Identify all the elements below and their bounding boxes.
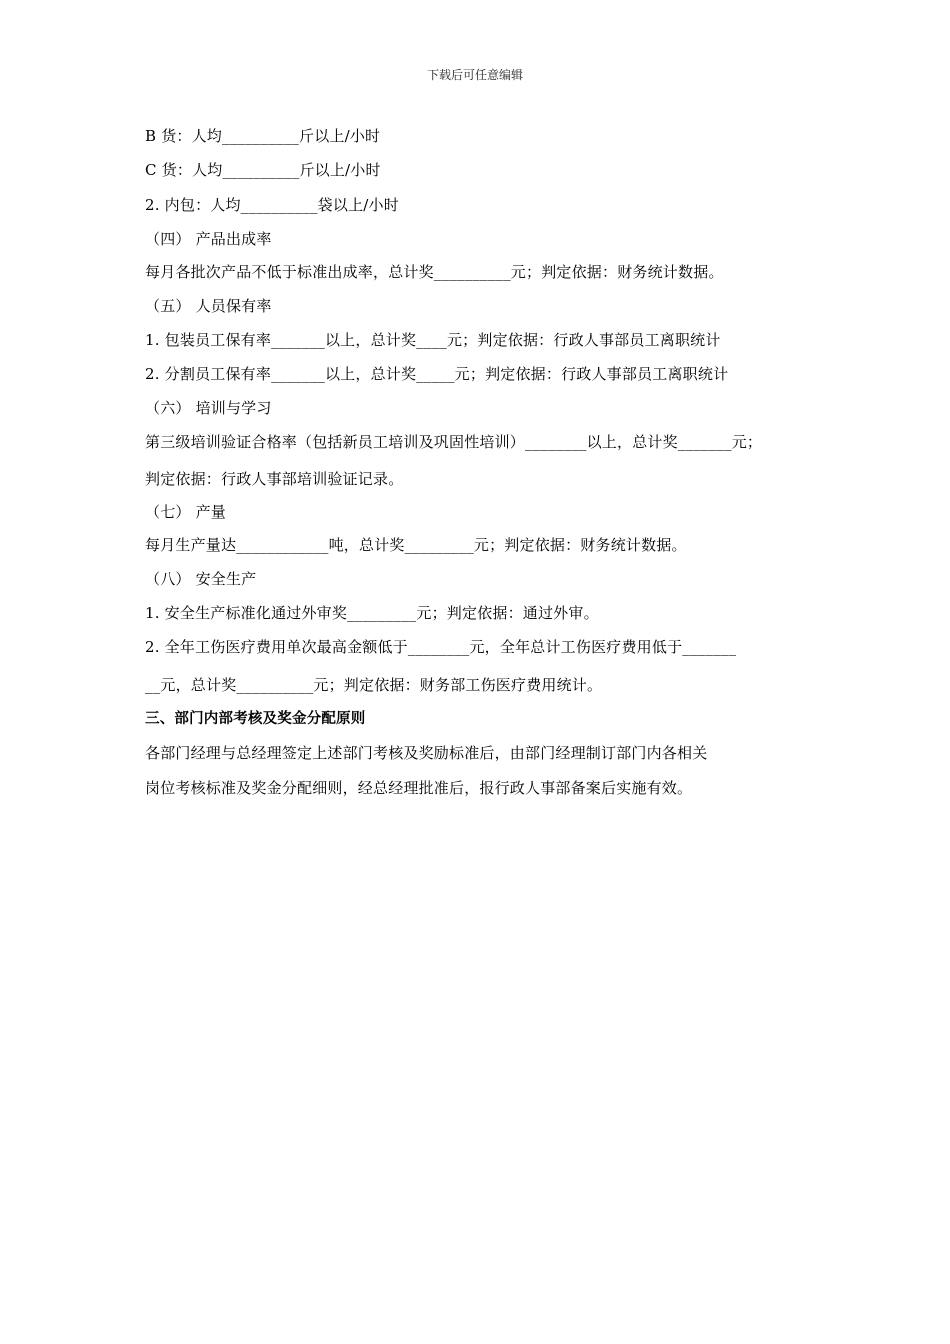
line-training-pass-rate: 第三级培训验证合格率（包括新员工培训及巩固性培训）________以上，总计奖_______元； <box>145 433 763 451</box>
paragraph-line-1: 各部门经理与总经理签定上述部门考核及奖励标准后，由部门经理制订部门内各相关 <box>145 744 708 762</box>
line-c-goods: C 货：人均__________斤以上/小时 <box>145 161 381 179</box>
section-7-title: （七） 产量 <box>145 503 226 521</box>
page-header-note: 下载后可任意编辑 <box>426 68 523 82</box>
section-4-title: （四） 产品出成率 <box>145 230 272 248</box>
line-b-goods: B 货：人均__________斤以上/小时 <box>145 127 381 145</box>
line-inner-pack: 2. 内包：人均__________袋以上/小时 <box>145 196 399 214</box>
section-3-heading: 三、部门内部考核及奖金分配原则 <box>145 711 366 727</box>
line-injury-cost: 2. 全年工伤医疗费用单次最高金额低于________元，全年总计工伤医疗费用低于_______ <box>145 638 737 656</box>
section-6-title: （六） 培训与学习 <box>145 399 272 417</box>
line-safety-audit: 1. 安全生产标准化通过外审奖_________元；判定依据：通过外审。 <box>145 604 599 622</box>
line-packaging-retention: 1. 包装员工保有率_______以上，总计奖____元；判定依据：行政人事部员工离职统计 <box>145 331 721 349</box>
line-production-volume: 每月生产量达____________吨，总计奖_________元；判定依据：财务统计数据。 <box>145 536 687 554</box>
line-injury-cost-cont: __元，总计奖__________元；判定依据：财务部工伤医疗费用统计。 <box>145 676 603 694</box>
paragraph-line-2: 岗位考核标准及奖金分配细则，经总经理批准后，报行政人事部备案后实施有效。 <box>145 779 693 797</box>
line-cutting-retention: 2. 分割员工保有率_______以上，总计奖_____元；判定依据：行政人事部员工离职统计 <box>145 365 729 383</box>
line-yield-rate: 每月各批次产品不低于标准出成率，总计奖__________元；判定依据：财务统计数据。 <box>145 263 724 281</box>
section-5-title: （五） 人员保有率 <box>145 297 272 315</box>
line-training-basis: 判定依据：行政人事部培训验证记录。 <box>145 470 404 488</box>
section-8-title: （八） 安全生产 <box>145 570 257 588</box>
